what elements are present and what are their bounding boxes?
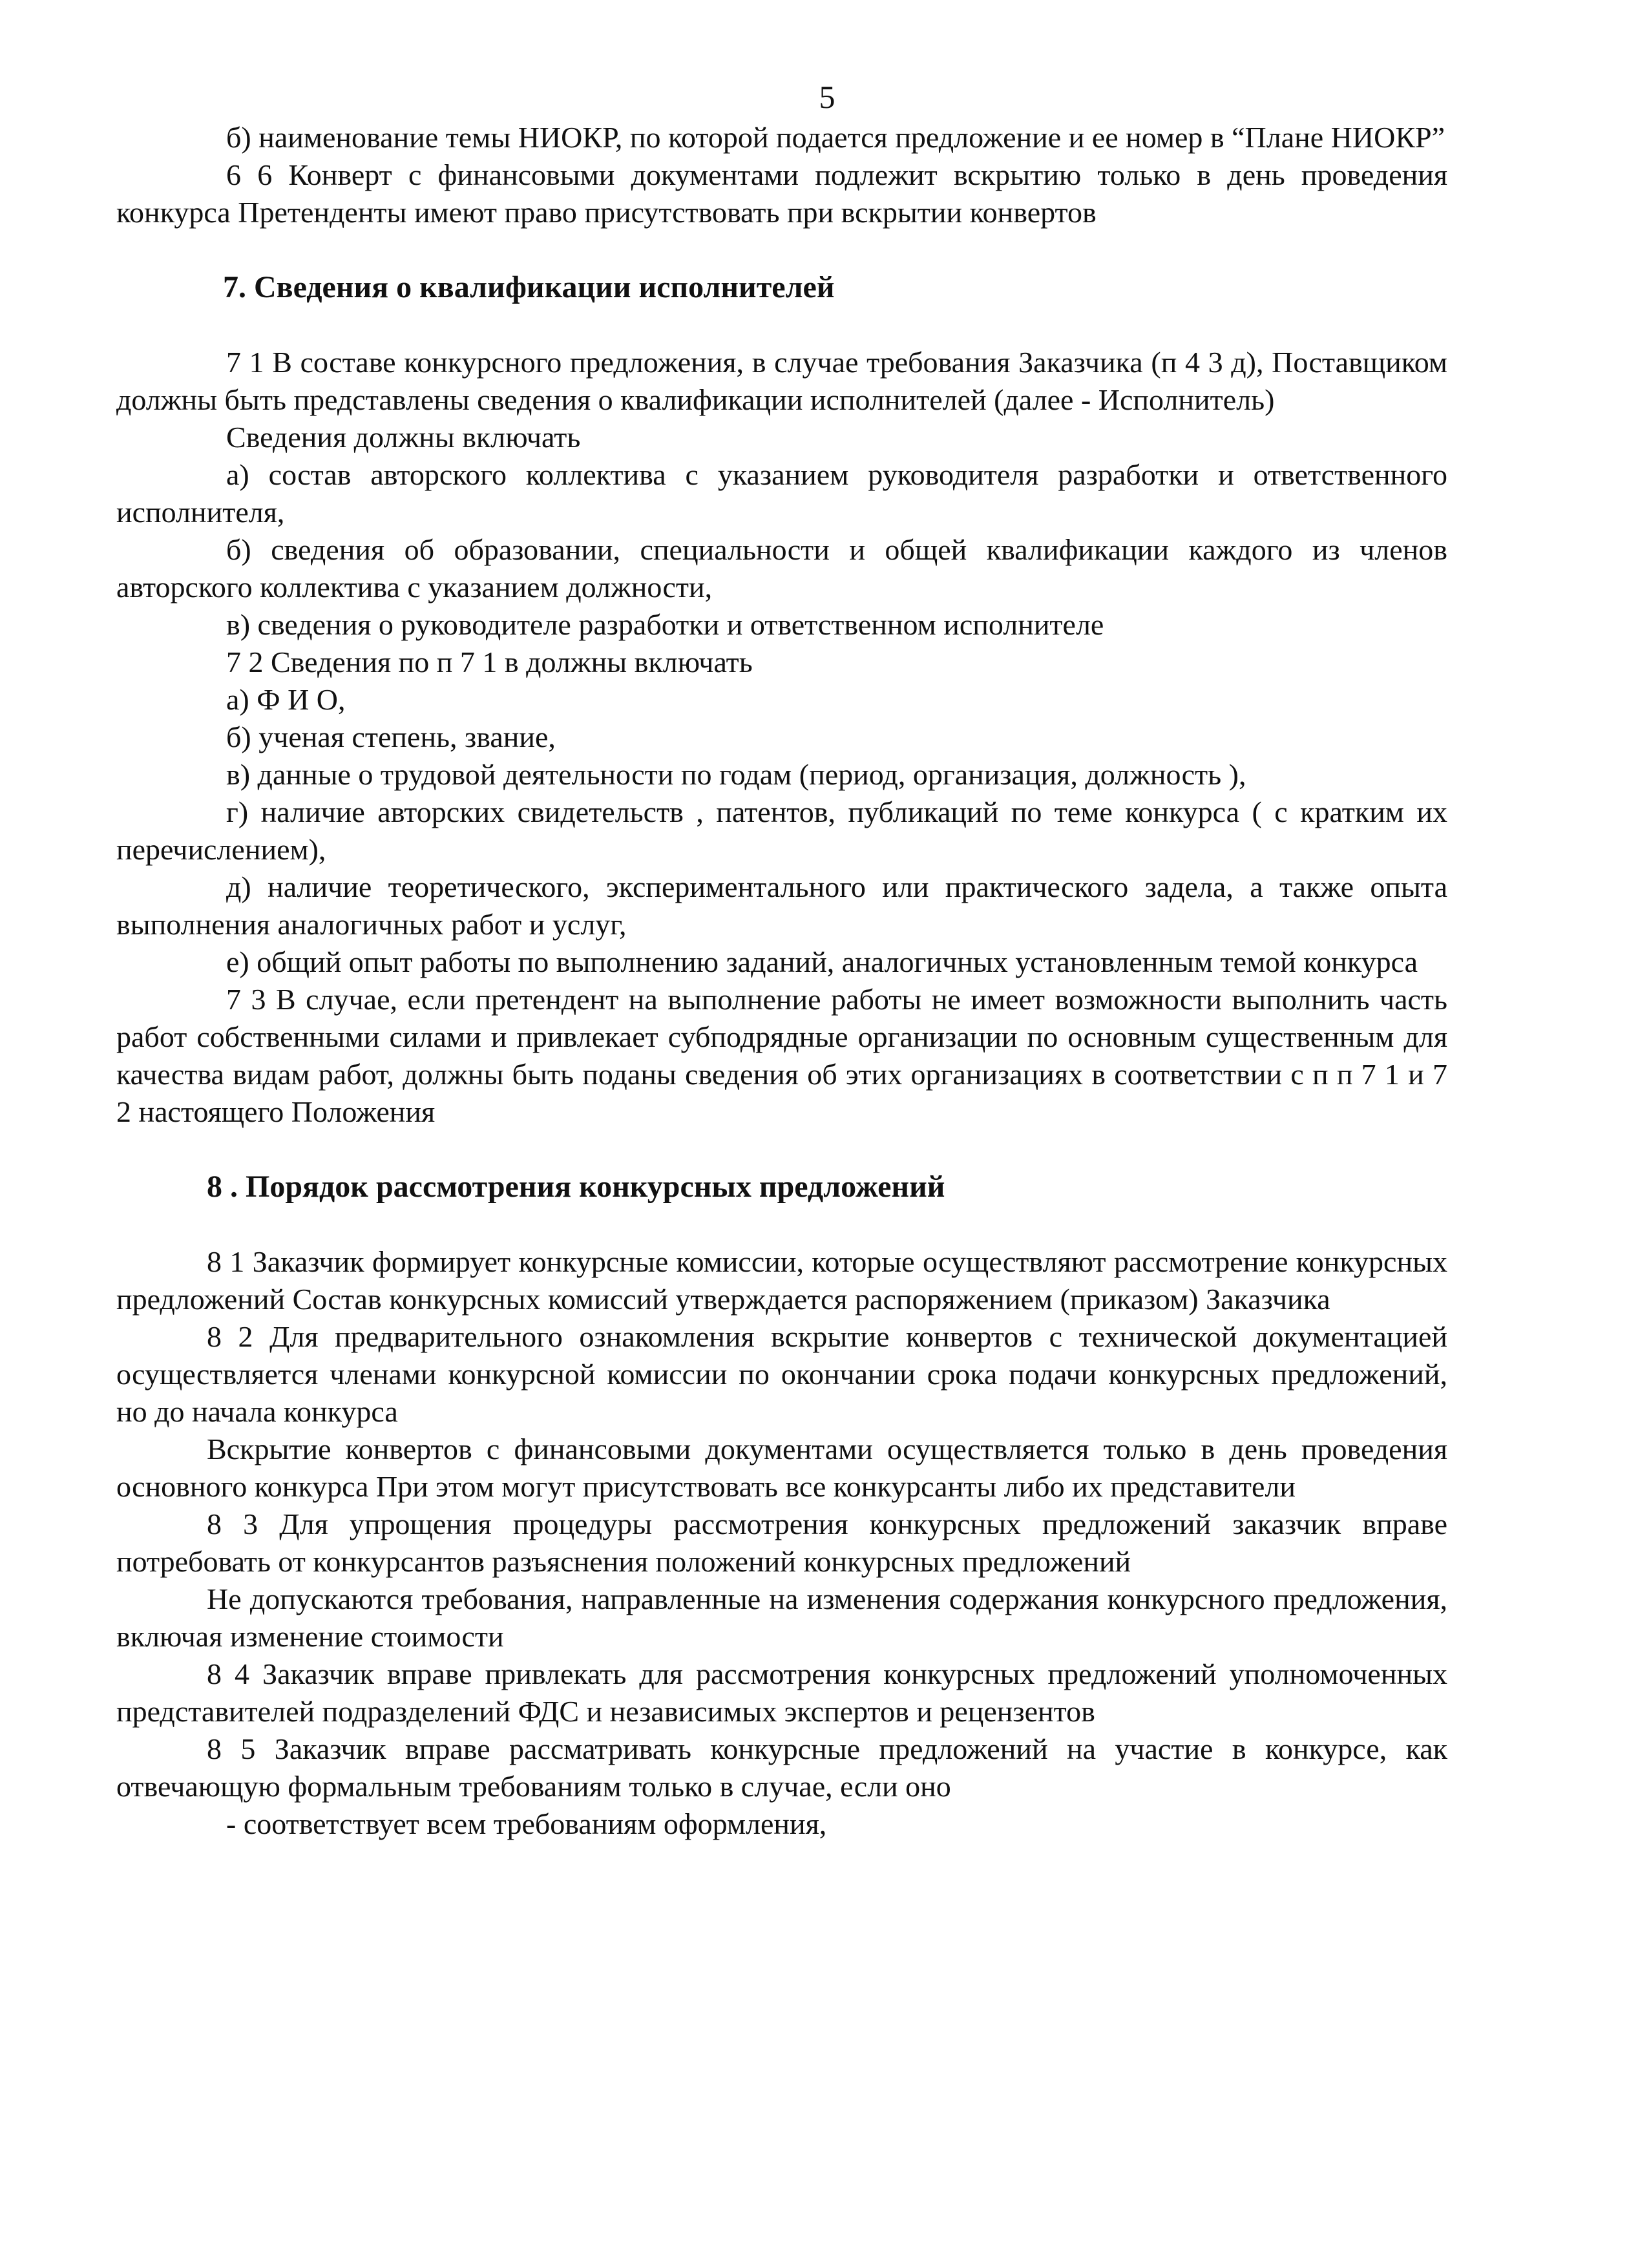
list-item: а) Ф И О, — [226, 683, 346, 716]
list-item: в) сведения о руководителе разработки и ответственном исполнителе — [226, 608, 1104, 641]
list-item: е) общий опыт работы по выполнению заданий, аналогичных установленным темой конкурса — [226, 945, 1418, 978]
section-8-heading: 8 . Порядок рассмотрения конкурсных предложений — [207, 1170, 945, 1204]
list-item: б) ученая степень, звание, — [226, 720, 556, 753]
paragraph-8-5: 8 5 Заказчик вправе рассматривать конкурсные предложений на участие в конкурсе, как отвечающую формальным требованиям только в случае, если оно — [116, 1732, 1447, 1803]
list-item: а) состав авторского коллектива с указанием руководителя разработки и ответственного исполнителя, — [116, 458, 1447, 529]
paragraph-8-1: 8 1 Заказчик формирует конкурсные комиссии, которые осуществляют рассмотрение конкурсных предложений Состав конкурсных комиссий утверждается распоряжением (приказом) Заказчика — [116, 1245, 1447, 1316]
paragraph-8-2-cont: Вскрытие конвертов с финансовыми документами осуществляется только в день проведения основного конкурса При этом могут присутствовать все конкурсанты либо их представители — [116, 1433, 1447, 1503]
paragraph-6-6: 6 6 Конверт с финансовыми документами подлежит вскрытию только в день проведения конкурса Претенденты имеют право присутствовать при вскрытии конвертов — [116, 158, 1447, 229]
list-item: б) сведения об образовании, специальности и общей квалификации каждого из членов авторского коллектива с указанием должности, — [116, 533, 1447, 604]
paragraph-7-2: 7 2 Сведения по п 7 1 в должны включать — [226, 646, 753, 678]
section-7-heading: 7. Сведения о квалификации исполнителей — [223, 270, 835, 304]
list-item: в) данные о трудовой деятельности по годам (период, организация, должность ), — [226, 758, 1246, 791]
page-number: 5 — [819, 79, 835, 115]
list-item: д) наличие теоретического, экспериментального или практического задела, а также опыта выполнения аналогичных работ и услуг, — [116, 870, 1447, 941]
paragraph-7-3: 7 3 В случае, если претендент на выполнение работы не имеет возможности выполнить часть работ собственными силами и привлекает субподрядные организации по основным существенным для качества видам работ, должны быть поданы сведения об этих организациях в соответствии с п п 7 1 и 7 2 настоящего Положения — [116, 983, 1447, 1128]
paragraph-6-5b: б) наименование темы НИОКР, по которой подается предложение и ее номер в “Плане НИОКР” — [226, 121, 1445, 154]
document-page — [116, 78, 1447, 1843]
paragraph-7-intro: Сведения должны включать — [226, 421, 581, 454]
paragraph-8-3-cont: Не допускаются требования, направленные на изменения содержания конкурсного предложения, включая изменение стоимости — [116, 1582, 1447, 1653]
paragraph-7-1: 7 1 В составе конкурсного предложения, в случае требования Заказчика (п 4 3 д), Поставщиком должны быть представлены сведения о квалификации исполнителей (далее - Исполнитель) — [116, 346, 1447, 416]
paragraph-8-5-item: - соответствует всем требованиям оформления, — [226, 1807, 827, 1840]
paragraph-8-4: 8 4 Заказчик вправе привлекать для рассмотрения конкурсных предложений уполномоченных представителей подразделений ФДС и независимых экспертов и рецензентов — [116, 1657, 1447, 1728]
list-item: г) наличие авторских свидетельств , патентов, публикаций по теме конкурса ( с кратким их перечислением), — [116, 795, 1447, 866]
paragraph-8-2: 8 2 Для предварительного ознакомления вскрытие конвертов с технической документацией осуществляется членами конкурсной комиссии по окончании срока подачи конкурсных предложений, но до начала конкурса — [116, 1320, 1447, 1428]
paragraph-8-3: 8 3 Для упрощения процедуры рассмотрения конкурсных предложений заказчик вправе потребовать от конкурсантов разъяснения положений конкурсных предложений — [116, 1507, 1447, 1578]
